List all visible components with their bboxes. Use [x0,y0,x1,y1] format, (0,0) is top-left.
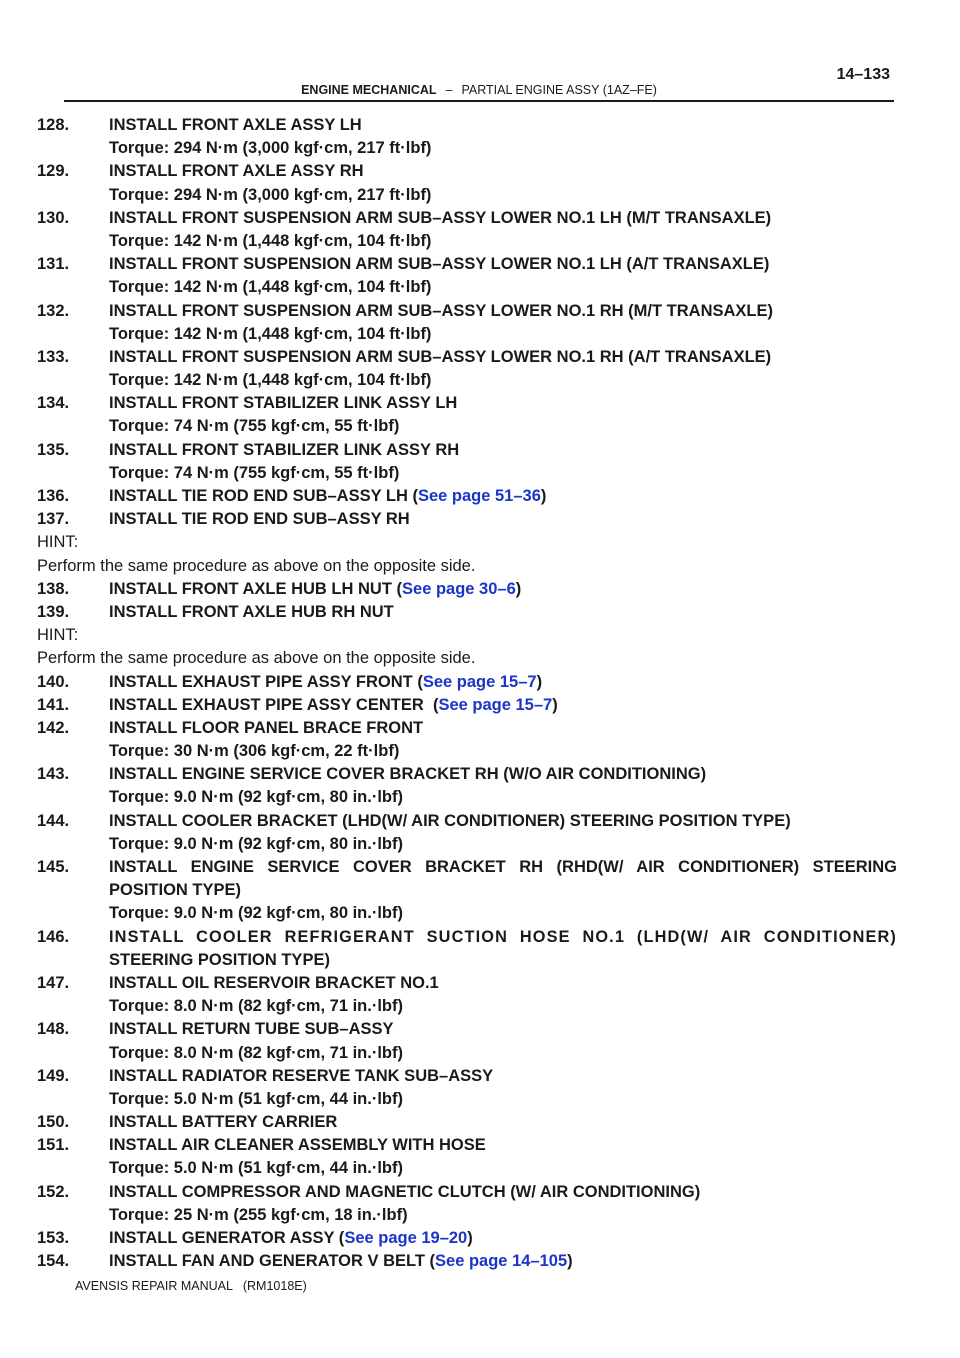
step-number: 149. [37,1066,70,1085]
step-152 [37,1181,897,1204]
step-title: INSTALL ENGINE SERVICE COVER BRACKET RH (W/O AIR CONDITIONING) [109,765,707,784]
torque-spec: Torque: 9.0 N·m (92 kgf·cm, 80 in.·lbf) [109,788,403,807]
step-150 [37,1111,897,1134]
link-close: ) [552,695,558,714]
step-title-text: INSTALL EXHAUST PIPE ASSY CENTER ( [109,695,439,714]
step-number: 135. [37,440,70,459]
see-page-link[interactable]: See page 19–20 [344,1229,468,1247]
step-number: 129. [37,162,70,181]
step-number: 154. [37,1252,70,1271]
step-number: 132. [37,301,70,320]
torque-spec: Torque: 5.0 N·m (51 kgf·cm, 44 in.·lbf) [109,1159,403,1178]
step-title: INSTALL COMPRESSOR AND MAGNETIC CLUTCH (W/ AIR CONDITIONING) [109,1182,701,1201]
step-title: INSTALL ENGINE SERVICE COVER BRACKET RH (RHD(W/ AIR CONDITIONER) STEERING [109,858,897,876]
step-number: 152. [37,1182,70,1201]
step-title: INSTALL COOLER BRACKET (LHD(W/ AIR CONDITIONER) STEERING POSITION TYPE) [109,811,791,830]
step-title: INSTALL FLOOR PANEL BRACE FRONT [109,718,424,737]
step-number: 145. [37,858,70,876]
hint-label: HINT: [37,533,79,552]
torque-spec: Torque: 142 N·m (1,448 kgf·cm, 104 ft·lbf) [109,278,432,297]
step-number: 130. [37,208,70,227]
link-close: ) [515,579,522,598]
step-number: 150. [37,1113,70,1132]
step-number: 153. [37,1229,70,1247]
step-131 [37,253,897,276]
step-title: INSTALL OIL RESERVOIR BRACKET NO.1 [109,973,439,992]
step-title: INSTALL FRONT SUSPENSION ARM SUB–ASSY LOWER NO.1 RH (A/T TRANSAXLE) [109,347,772,366]
step-146 [37,926,897,949]
step-number: 146. [37,927,70,946]
torque-spec: Torque: 25 N·m (255 kgf·cm, 18 in.·lbf) [109,1205,408,1224]
step-143 [37,763,897,786]
hint-text: Perform the same procedure as above on the opposite side. [37,556,476,575]
step-136 [37,485,897,508]
step-title [109,694,558,717]
torque-spec: Torque: 8.0 N·m (82 kgf·cm, 71 in.·lbf) [109,997,403,1016]
step-title: INSTALL RETURN TUBE SUB–ASSY [109,1020,394,1039]
step-title-text: INSTALL EXHAUST PIPE ASSY FRONT ( [109,672,423,691]
step-title: INSTALL FRONT SUSPENSION ARM SUB–ASSY LOWER NO.1 LH (A/T TRANSAXLE) [109,255,770,274]
step-number: 148. [37,1020,70,1039]
step-title [109,1250,573,1273]
step-number: 142. [37,718,70,737]
step-number: 133. [37,347,70,366]
step-138 [37,578,897,601]
step-title: INSTALL FRONT AXLE ASSY LH [109,116,362,134]
step-title: INSTALL FRONT AXLE ASSY RH [109,162,364,181]
step-title [109,485,546,508]
torque-spec: Torque: 9.0 N·m (92 kgf·cm, 80 in.·lbf) [109,904,403,923]
step-148 [37,1018,897,1041]
step-title-continued: STEERING POSITION TYPE) [109,950,330,969]
step-title: INSTALL BATTERY CARRIER [109,1113,338,1132]
step-130 [37,207,897,230]
page-number: 14–133 [836,66,890,83]
step-title: INSTALL COOLER REFRIGERANT SUCTION HOSE NO.1 (LHD(W/ AIR CONDITIONER) [109,927,897,946]
step-144 [37,810,897,833]
hint-label: HINT: [37,626,79,645]
step-title [109,578,521,601]
step-title [109,671,542,694]
torque-spec: Torque: 142 N·m (1,448 kgf·cm, 104 ft·lbf) [109,324,432,343]
torque-spec: Torque: 74 N·m (755 kgf·cm, 55 ft·lbf) [109,417,400,436]
step-title: INSTALL FRONT AXLE HUB RH NUT [109,602,394,621]
torque-spec: Torque: 9.0 N·m (92 kgf·cm, 80 in.·lbf) [109,834,403,853]
step-153 [37,1227,897,1250]
step-title-text: INSTALL FAN AND GENERATOR V BELT ( [109,1252,436,1271]
step-title: INSTALL FRONT SUSPENSION ARM SUB–ASSY LOWER NO.1 LH (M/T TRANSAXLE) [109,208,772,227]
see-page-link[interactable]: See page 15–7 [438,695,553,714]
step-title: INSTALL AIR CLEANER ASSEMBLY WITH HOSE [109,1136,486,1155]
step-number: 134. [37,394,70,413]
step-number: 131. [37,255,70,274]
torque-spec: Torque: 294 N·m (3,000 kgf·cm, 217 ft·lbf) [109,139,432,158]
running-header [64,82,894,102]
procedure-list [37,114,897,1273]
step-title-text: INSTALL TIE ROD END SUB–ASSY LH ( [109,487,418,505]
torque-spec: Torque: 30 N·m (306 kgf·cm, 22 ft·lbf) [109,742,400,761]
step-number: 136. [37,487,70,505]
step-number: 137. [37,510,70,529]
step-number: 143. [37,765,70,784]
step-147 [37,972,897,995]
step-151 [37,1134,897,1157]
link-close: ) [536,672,543,691]
link-close: ) [567,1252,573,1271]
step-title-text: INSTALL FRONT AXLE HUB LH NUT ( [109,579,403,598]
step-number: 128. [37,116,70,134]
step-title: INSTALL FRONT SUSPENSION ARM SUB–ASSY LOWER NO.1 RH (M/T TRANSAXLE) [109,301,774,320]
step-number: 141. [37,695,70,714]
step-132 [37,300,897,323]
see-page-link[interactable]: See page 30–6 [402,579,516,598]
step-title: INSTALL RADIATOR RESERVE TANK SUB–ASSY [109,1066,494,1085]
link-close: ) [540,487,547,505]
torque-spec: Torque: 5.0 N·m (51 kgf·cm, 44 in.·lbf) [109,1089,403,1108]
see-page-link[interactable]: See page 51–36 [417,487,541,505]
step-142 [37,717,897,740]
step-number: 147. [37,973,70,992]
link-close: ) [467,1229,473,1247]
header-separator: – [445,83,453,97]
step-134 [37,392,897,415]
step-141 [37,694,897,717]
see-page-link[interactable]: See page 15–7 [422,672,537,691]
torque-spec: Torque: 8.0 N·m (82 kgf·cm, 71 in.·lbf) [109,1043,403,1062]
hint-text: Perform the same procedure as above on the opposite side. [37,649,476,668]
footer-manual-id: AVENSIS REPAIR MANUAL (RM1018E) [75,1279,307,1293]
step-135 [37,439,897,462]
step-number: 151. [37,1136,70,1155]
torque-spec: Torque: 74 N·m (755 kgf·cm, 55 ft·lbf) [109,463,400,482]
step-title-text: INSTALL GENERATOR ASSY ( [109,1229,345,1247]
torque-spec: Torque: 142 N·m (1,448 kgf·cm, 104 ft·lbf) [109,231,432,250]
step-title-continued: POSITION TYPE) [109,881,242,900]
step-140 [37,671,897,694]
step-number: 139. [37,602,70,621]
step-title: INSTALL FRONT STABILIZER LINK ASSY RH [109,440,460,459]
step-title: INSTALL FRONT STABILIZER LINK ASSY LH [109,394,458,413]
step-number: 138. [37,579,70,598]
subsection-title: PARTIAL ENGINE ASSY (1AZ–FE) [461,83,657,97]
section-title: ENGINE MECHANICAL [301,83,437,97]
step-149 [37,1065,897,1088]
step-129 [37,160,897,183]
step-title: INSTALL TIE ROD END SUB–ASSY RH [109,510,410,529]
torque-spec: Torque: 294 N·m (3,000 kgf·cm, 217 ft·lbf) [109,185,432,204]
see-page-link[interactable]: See page 14–105 [435,1252,568,1271]
step-128 [37,114,897,137]
step-145 [37,856,897,879]
step-number: 144. [37,811,70,830]
step-133 [37,346,897,369]
step-title [109,1227,473,1250]
step-number: 140. [37,672,70,691]
step-139 [37,601,897,624]
step-137 [37,508,897,531]
step-154 [37,1250,897,1273]
torque-spec: Torque: 142 N·m (1,448 kgf·cm, 104 ft·lbf) [109,371,432,390]
